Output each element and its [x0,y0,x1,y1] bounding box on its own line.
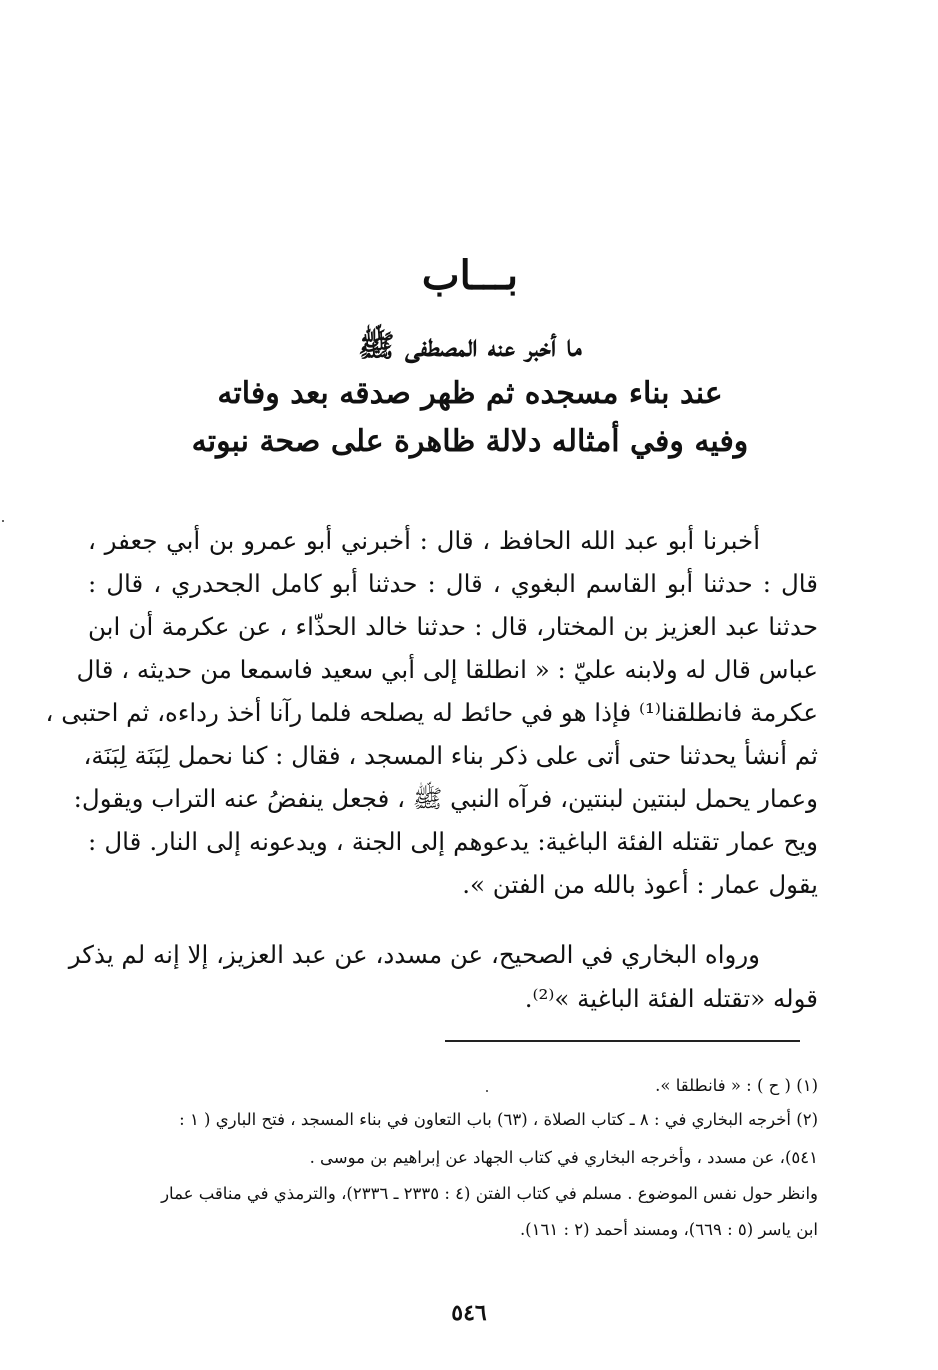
paragraph-line: وعمار يحمل لبنتين لبنتين، فرآه النبي ﷺ ، فجعل ينفضُ عنه التراب ويقول: [73,784,818,813]
footnote-line: ابن ياسر (٥ : ٦٦٩)، ومسند أحمد (٢ : ١٦١). [519,1220,818,1239]
chapter-heading: بـــاب [421,252,519,299]
paragraph-line: يقول عمار : أعوذ بالله من الفتن ». [462,870,818,899]
paragraph-line: قوله «تقتله الفئة الباغية »⁽²⁾. [524,984,818,1013]
chapter-title-line-3: وفيه وفي أمثاله دلالة ظاهرة على صحة نبوته [191,424,749,459]
footnote-line: (١) ( ح ) : « فانطلقا ». [655,1076,818,1095]
paragraph-line: حدثنا عبد العزيز بن المختار، قال : حدثنا خالد الحذّاء ، عن عكرمة أن ابن [88,612,818,641]
chapter-title-line-2: عند بناء مسجده ثم ظهر صدقه بعد وفاته [217,376,723,411]
scan-speck [486,1090,488,1092]
scan-speck [2,520,4,522]
footnote-line: (٢) أخرجه البخاري في : ٨ ـ كتاب الصلاة ، (٦٣) باب التعاون في بناء المسجد ، فتح الباري ( ١ : [179,1110,818,1129]
page-number: ٥٤٦ [451,1300,487,1326]
chapter-title-line-1: ما أخبر عنه المصطفى ﷺ [358,329,582,364]
paragraph-line: ثم أنشأ يحدثنا حتى أتى على ذكر بناء المسجد ، فقال : كنا نحمل لِبَنَة لِبَنَة، [83,741,818,770]
paragraph-line: ورواه البخاري في الصحيح، عن مسدد، عن عبد العزيز، إلا إنه لم يذكر [68,940,760,969]
paragraph-line: قال : حدثنا أبو القاسم البغوي ، قال : حدثنا أبو كامل الجحدري ، قال : [88,569,818,598]
footnote-line: وانظر حول نفس الموضوع . مسلم في كتاب الفتن (٤ : ٢٣٣٥ ـ ٢٣٣٦)، والترمذي في مناقب عمار [161,1184,818,1203]
paragraph-line: عكرمة فانطلقنا⁽¹⁾ فإذا هو في حائط له يصلحه فلما رآنا أخذ رداءه، ثم احتبى ، [45,698,818,727]
paragraph-line: أخبرنا أبو عبد الله الحافظ ، قال : أخبرني أبو عمرو بن أبي جعفر ، [88,526,760,555]
paragraph-line: ويح عمار تقتله الفئة الباغية: يدعوهم إلى الجنة ، ويدعونه إلى النار. قال : [88,827,818,856]
footnote-line: ٥٤١)، عن مسدد ، وأخرجه البخاري في كتاب الجهاد عن إبراهيم بن موسى . [309,1148,818,1167]
footnote-separator [445,1040,800,1042]
paragraph-line: عباس قال له ولابنه عليّ : « انطلقا إلى أبي سعيد فاسمعا من حديثه ، قال [76,655,818,684]
